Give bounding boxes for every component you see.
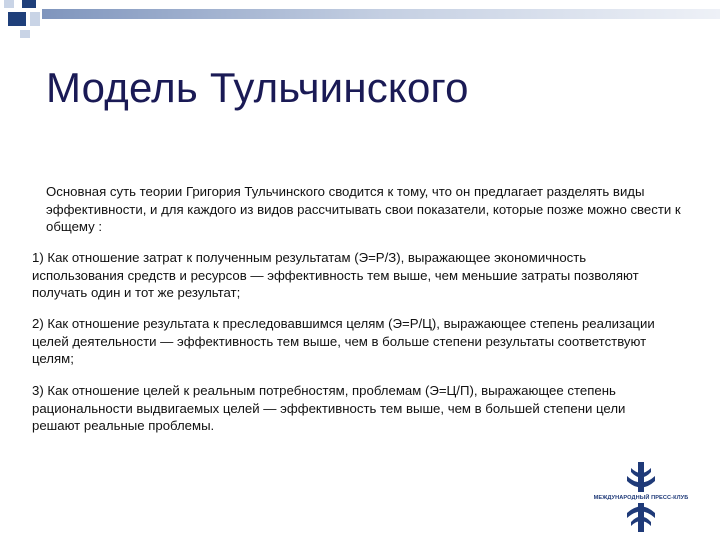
- slide-title: Модель Тульчинского: [46, 64, 469, 111]
- header-decoration-band: [0, 0, 720, 40]
- point-3: 3) Как отношение целей к реальным потребностям, проблемам (Э=Ц/П), выражающее степень рациональности выдвигаемых целей — эффективность тем выше, чем в большей степени цели решают реальные проблемы.: [32, 383, 626, 433]
- intro-paragraph: Основная суть теории Григория Тульчинского сводится к тому, что он предлагает разделять виды эффективности, и для каждого из видов рассчитывать свои показатели, которые позже можно свести к общему :: [46, 184, 681, 234]
- logo-caption: МЕЖДУНАРОДНЫЙ ПРЕСС-КЛУБ: [593, 495, 689, 501]
- point-2: 2) Как отношение результата к преследовавшимся целям (Э=Р/Ц), выражающее степень реализации целей деятельности — эффективность тем выше, чем в больше степени результаты соответствуют целям;: [32, 316, 655, 366]
- press-club-logo: [593, 462, 689, 532]
- point-1: 1) Как отношение затрат к полученным результатам (Э=Р/З), выражающее экономичность использования средств и ресурсов — эффективность тем выше, чем меньшие затраты позволяют получать один и тот же результат;: [32, 250, 639, 300]
